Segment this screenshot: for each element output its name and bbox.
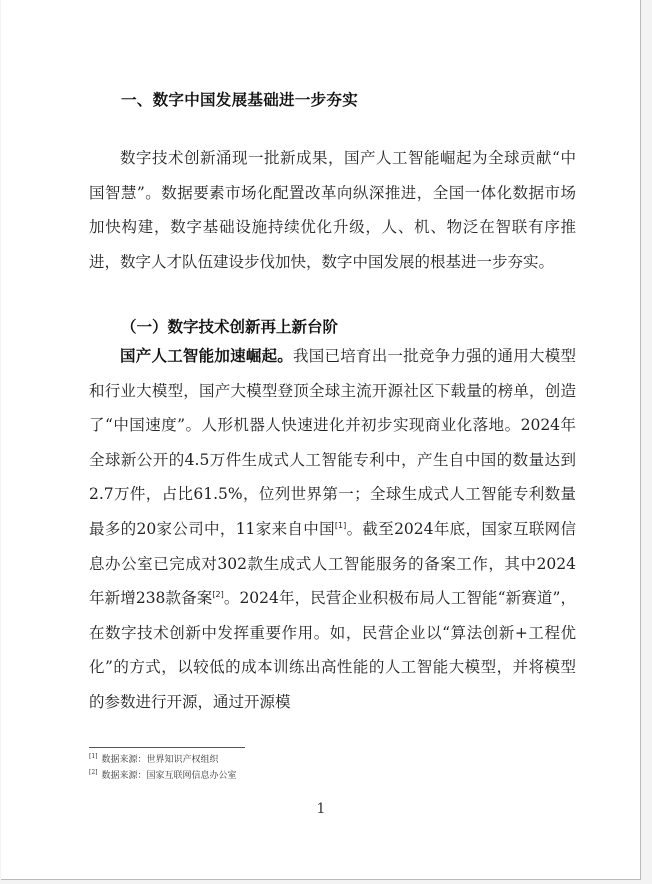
footnote-text-2: 数据来源：国家互联网信息办公室 <box>101 771 237 781</box>
paragraph-text-part3: 。2024年，民营企业积极布局人工智能“新赛道”，在数字技术创新中发挥重要作用。如，民营企业以“算法创新+工程优化”的方式，以较低的成本训练出高性能的人工智能大模型，并将模型的参数进行开源，通过开源模 <box>89 589 576 711</box>
footnote-reference-2[interactable]: [2] <box>212 590 224 599</box>
footnote-reference-1[interactable]: [1] <box>334 520 347 530</box>
document-page <box>1 0 641 880</box>
footnote-2 <box>89 768 237 781</box>
footnote-mark-1: [1] <box>89 753 98 760</box>
page-number: 1 <box>316 801 326 817</box>
intro-paragraph: 数字技术创新涌现一批新成果，国产人工智能崛起为全球贡献“中国智慧”。数据要素市场化配置改革向纵深推进，全国一体化数据市场加快构建，数字基础设施持续优化升级，人、机、物泛在智联有序推进，数字人才队伍建设步伐加快，数字中国发展的根基进一步夯实。 <box>89 149 576 271</box>
footnote-divider <box>89 747 245 748</box>
body-paragraph <box>89 339 576 720</box>
footnote-1 <box>89 752 219 765</box>
paragraph-lead: 国产人工智能加速崛起。 <box>120 347 294 365</box>
paragraph-text-part1: 我国已培育出一批竞争力强的通用大模型和行业大模型，国产大模型登顶全球主流开源社区下载量的榜单，创造了“中国速度”。人形机器人快速进化并初步实现商业化落地。2024年全球新公开的4.5万件生成式人工智能专利中，产生自中国的数量达到2.7万件，占比61.5%，位列世界第一；全球生成式人工智能专利数量最多的20家公司中，11家来自中国 <box>89 347 576 538</box>
subsection-heading: （一）数字技术创新再上新台阶 <box>121 318 339 336</box>
footnote-mark-2: [2] <box>89 769 98 776</box>
section-heading: 一、数字中国发展基础进一步夯实 <box>121 91 359 109</box>
paragraph-text-part2: 。截至2024年底，国家互联网信息办公室已完成对302款生成式人工智能服务的备案工作，其中2024年新增238款备案 <box>89 519 576 608</box>
footnote-text-1: 数据来源：世界知识产权组织 <box>101 755 219 765</box>
